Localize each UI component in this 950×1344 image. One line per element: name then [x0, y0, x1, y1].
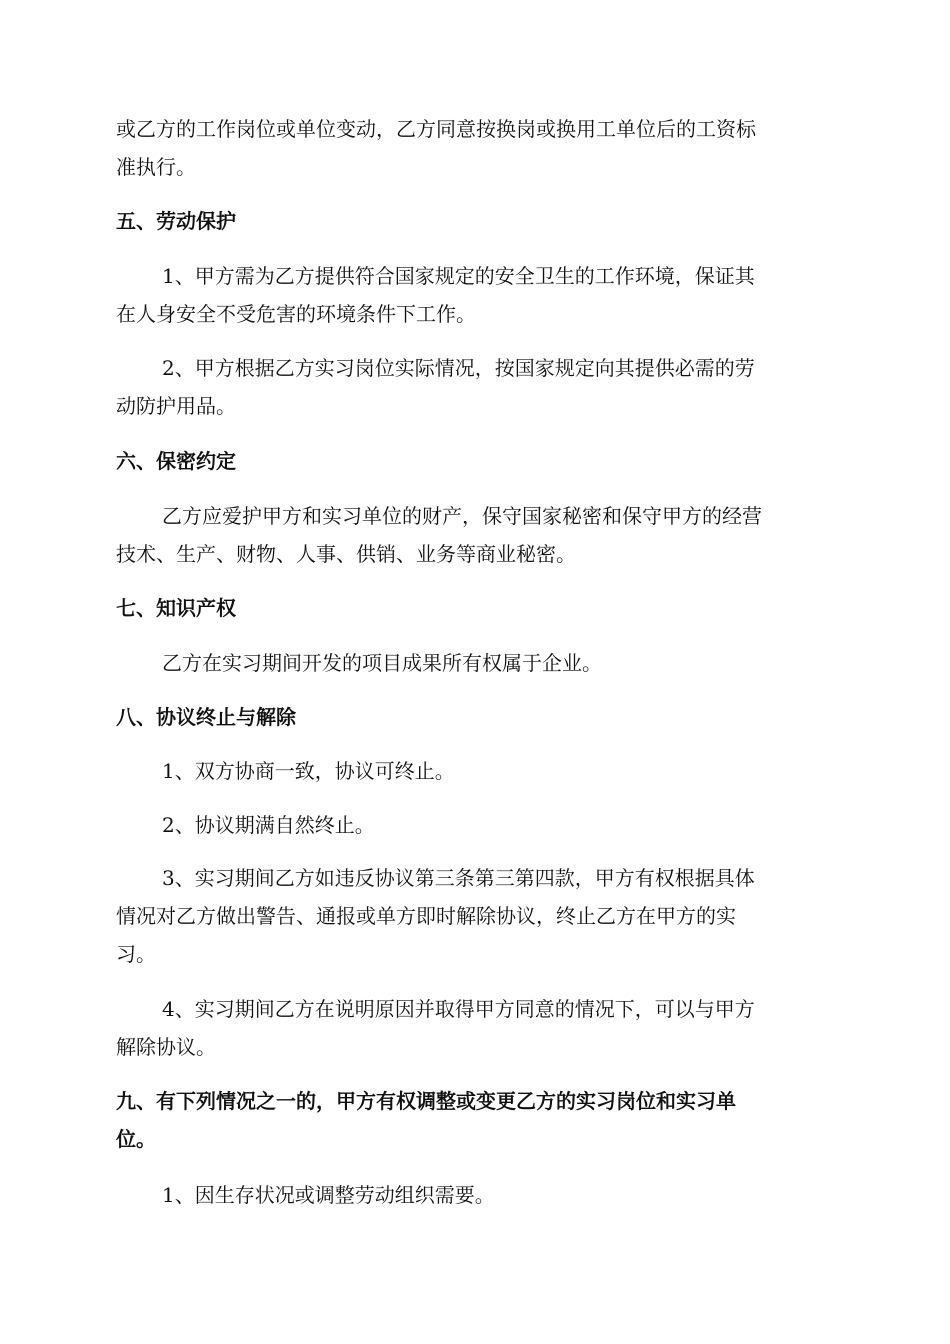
heading-termination	[116, 698, 836, 736]
paragraph-termination-4	[116, 990, 836, 1066]
text-line: 乙方在实习期间开发的项目成果所有权属于企业。	[162, 651, 602, 675]
text-line: 动防护用品。	[116, 394, 236, 418]
heading-labor-protection	[116, 202, 836, 240]
text-line: 4、实习期间乙方在说明原因并取得甲方同意的情况下，可以与甲方	[162, 997, 755, 1021]
paragraph-wage-standard	[116, 110, 836, 186]
text-line: 习。	[116, 942, 156, 966]
heading-text: 八、协议终止与解除	[116, 705, 296, 729]
text-line: 2、协议期满自然终止。	[162, 813, 375, 837]
paragraph-protection-1	[116, 257, 836, 333]
heading-text: 五、劳动保护	[116, 209, 236, 233]
text-line: 情况对乙方做出警告、通报或单方即时解除协议，终止乙方在甲方的实	[116, 904, 736, 928]
heading-text: 七、知识产权	[116, 596, 236, 620]
heading-intellectual-property	[116, 589, 836, 627]
text-line: 在人身安全不受危害的环境条件下工作。	[116, 302, 476, 326]
text-line: 1、因生存状况或调整劳动组织需要。	[162, 1183, 495, 1207]
paragraph-protection-2	[116, 349, 836, 425]
text-line: 乙方应爱护甲方和实习单位的财产，保守国家秘密和保守甲方的经营	[162, 504, 762, 528]
text-line: 或乙方的工作岗位或单位变动，乙方同意按换岗或换用工单位后的工资标	[116, 117, 756, 141]
heading-text: 九、有下列情况之一的，甲方有权调整或变更乙方的实习岗位和实习单	[116, 1089, 736, 1113]
text-line: 1、双方协商一致，协议可终止。	[162, 759, 455, 783]
text-line: 解除协议。	[116, 1035, 216, 1059]
paragraph-adjustment-1	[116, 1176, 836, 1214]
heading-text: 六、保密约定	[116, 449, 236, 473]
paragraph-confidentiality	[116, 497, 836, 573]
text-line: 2、甲方根据乙方实习岗位实际情况，按国家规定向其提供必需的劳	[162, 356, 755, 380]
paragraph-intellectual-property	[116, 644, 836, 682]
paragraph-termination-3	[116, 859, 836, 973]
heading-confidentiality	[116, 442, 836, 480]
text-line: 技术、生产、财物、人事、供销、业务等商业秘密。	[116, 542, 576, 566]
text-line: 1、甲方需为乙方提供符合国家规定的安全卫生的工作环境，保证其	[162, 264, 755, 288]
paragraph-termination-2	[116, 806, 836, 844]
heading-position-adjustment	[116, 1082, 836, 1158]
text-line: 3、实习期间乙方如违反协议第三条第三第四款，甲方有权根据具体	[162, 866, 755, 890]
heading-text: 位。	[116, 1127, 156, 1151]
text-line: 准执行。	[116, 155, 196, 179]
paragraph-termination-1	[116, 752, 836, 790]
